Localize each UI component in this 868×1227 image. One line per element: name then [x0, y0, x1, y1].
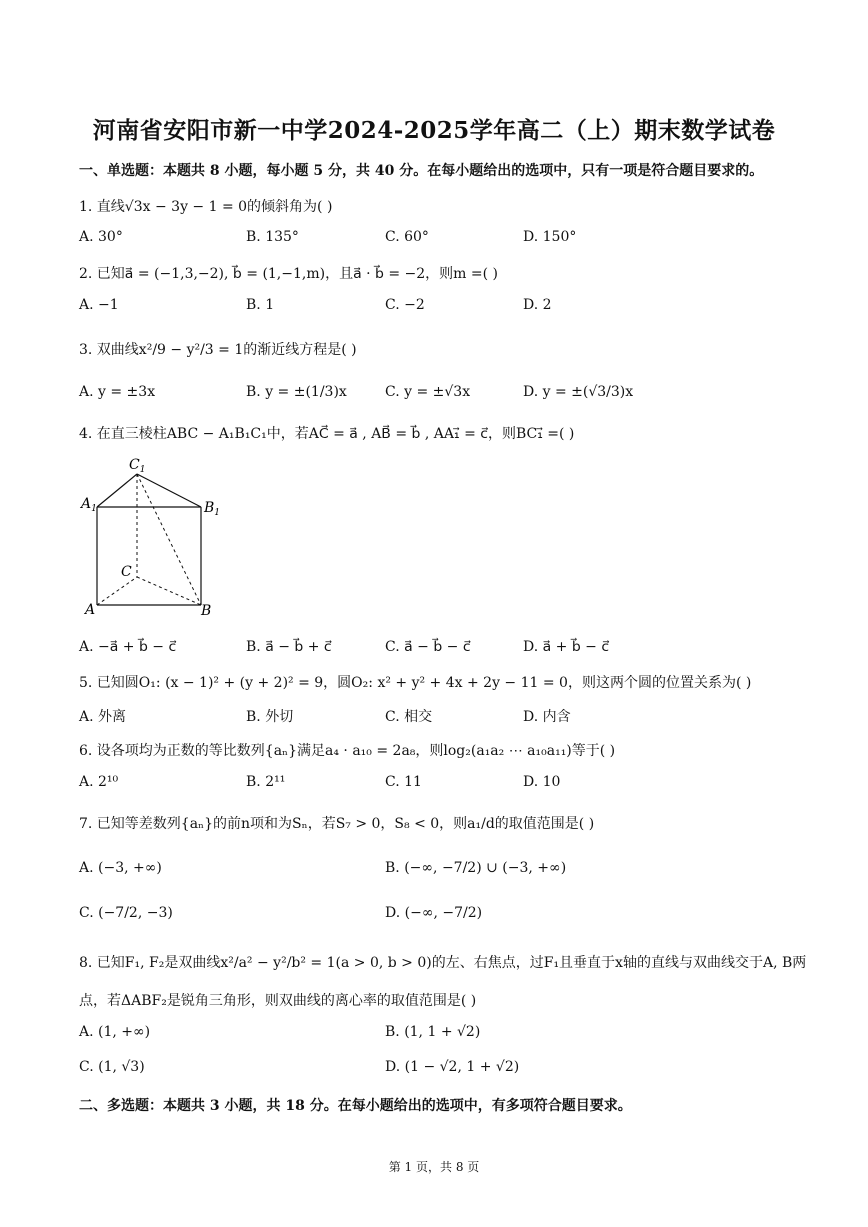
question-5-option-d: D. 内含	[523, 709, 571, 725]
question-3-option-a: A. y = ±3x	[79, 384, 156, 400]
question-7-option-b: B. (−∞, −7/2) ∪ (−3, +∞)	[385, 860, 567, 876]
question-3-option-c: C. y = ±√3x	[385, 384, 471, 400]
question-8-option-a: A. (1, +∞)	[79, 1024, 151, 1040]
page-footer: 第 1 页，共 8 页	[388, 1160, 480, 1174]
question-4-option-d: D. a⃗ + b⃗ − c⃗	[523, 639, 610, 655]
question-6-option-a: A. 2¹⁰	[79, 774, 119, 790]
label-a1: $A_1$	[81, 496, 97, 514]
question-4-option-a: A. −a⃗ + b⃗ − c⃗	[79, 639, 177, 655]
question-7-option-d: D. (−∞, −7/2)	[385, 905, 483, 921]
question-3-option-b: B. y = ±(1/3)x	[246, 384, 347, 400]
question-4-option-c: C. a⃗ − b⃗ − c⃗	[385, 639, 471, 655]
question-2-option-d: D. 2	[523, 297, 552, 313]
question-1-option-b: B. 135°	[246, 229, 299, 245]
question-3-stem: 3. 双曲线x²/9 − y²/3 = 1的渐近线方程是( )	[79, 342, 357, 358]
label-b1: $B_1$	[204, 500, 221, 518]
question-1-option-a: A. 30°	[79, 229, 123, 245]
question-2-option-c: C. −2	[385, 297, 425, 313]
question-4-option-b: B. a⃗ − b⃗ + c⃗	[246, 639, 332, 655]
question-6-stem: 6. 设各项均为正数的等比数列{aₙ}满足a₄ · a₁₀ = 2a₈，则log₂(a₁a₂ ⋯ a₁₀a₁₁)等于( )	[79, 743, 616, 759]
section-2-heading: 二、多选题：本题共 3 小题，共 18 分。在每小题给出的选项中，有多项符合题目要求。	[79, 1098, 632, 1114]
question-2-option-a: A. −1	[79, 297, 119, 313]
question-8-stem: 8. 已知F₁, F₂是双曲线x²/a² − y²/b² = 1(a > 0, b > 0)的左、右焦点，过F₁且垂直于x轴的直线与双曲线交于A, B两	[79, 955, 807, 971]
label-c1: $C_1$	[129, 457, 146, 475]
exam-title: 河南省安阳市新一中学2024-2025学年高二（上）期末数学试卷	[92, 117, 776, 144]
question-4-stem: 4. 在直三棱柱ABC − A₁B₁C₁中，若AC⃗ = a⃗ , AB⃗ = b⃗ , AA₁⃗ = c⃗，则BC₁⃗ =( )	[79, 426, 575, 442]
question-1-option-c: C. 60°	[385, 229, 429, 245]
question-6-option-c: C. 11	[385, 774, 422, 790]
label-b: B	[201, 603, 212, 619]
question-3-option-d: D. y = ±(√3/3)x	[523, 384, 634, 400]
question-6-option-d: D. 10	[523, 774, 561, 790]
question-1-option-d: D. 150°	[523, 229, 577, 245]
prism-figure	[75, 452, 225, 622]
question-6-option-b: B. 2¹¹	[246, 774, 286, 790]
question-8-stem-continued: 点，若ΔABF₂是锐角三角形，则双曲线的离心率的取值范围是( )	[79, 993, 477, 1009]
question-7-stem: 7. 已知等差数列{aₙ}的前n项和为Sₙ，若S₇ > 0，S₈ < 0，则a₁/d的取值范围是( )	[79, 816, 595, 832]
question-2-option-b: B. 1	[246, 297, 275, 313]
question-8-option-d: D. (1 − √2, 1 + √2)	[385, 1059, 520, 1075]
question-5-option-a: A. 外离	[79, 709, 127, 725]
question-7-option-c: C. (−7/2, −3)	[79, 905, 173, 921]
question-2-stem: 2. 已知a⃗ = (−1,3,−2), b⃗ = (1,−1,m)，且a⃗ · b⃗ = −2，则m =( )	[79, 266, 499, 282]
question-8-option-c: C. (1, √3)	[79, 1059, 145, 1075]
question-8-option-b: B. (1, 1 + √2)	[385, 1024, 481, 1040]
label-c: C	[121, 564, 132, 580]
section-1-heading: 一、单选题：本题共 8 小题，每小题 5 分，共 40 分。在每小题给出的选项中，只有一项是符合题目要求的。	[79, 163, 764, 179]
question-5-option-b: B. 外切	[246, 709, 294, 725]
question-5-option-c: C. 相交	[385, 709, 433, 725]
question-1-stem: 1. 直线√3x − 3y − 1 = 0的倾斜角为( )	[79, 199, 333, 215]
label-a: A	[85, 602, 96, 618]
question-5-stem: 5. 已知圆O₁: (x − 1)² + (y + 2)² = 9，圆O₂: x² + y² + 4x + 2y − 11 = 0，则这两个圆的位置关系为( )	[79, 675, 752, 691]
question-7-option-a: A. (−3, +∞)	[79, 860, 162, 876]
